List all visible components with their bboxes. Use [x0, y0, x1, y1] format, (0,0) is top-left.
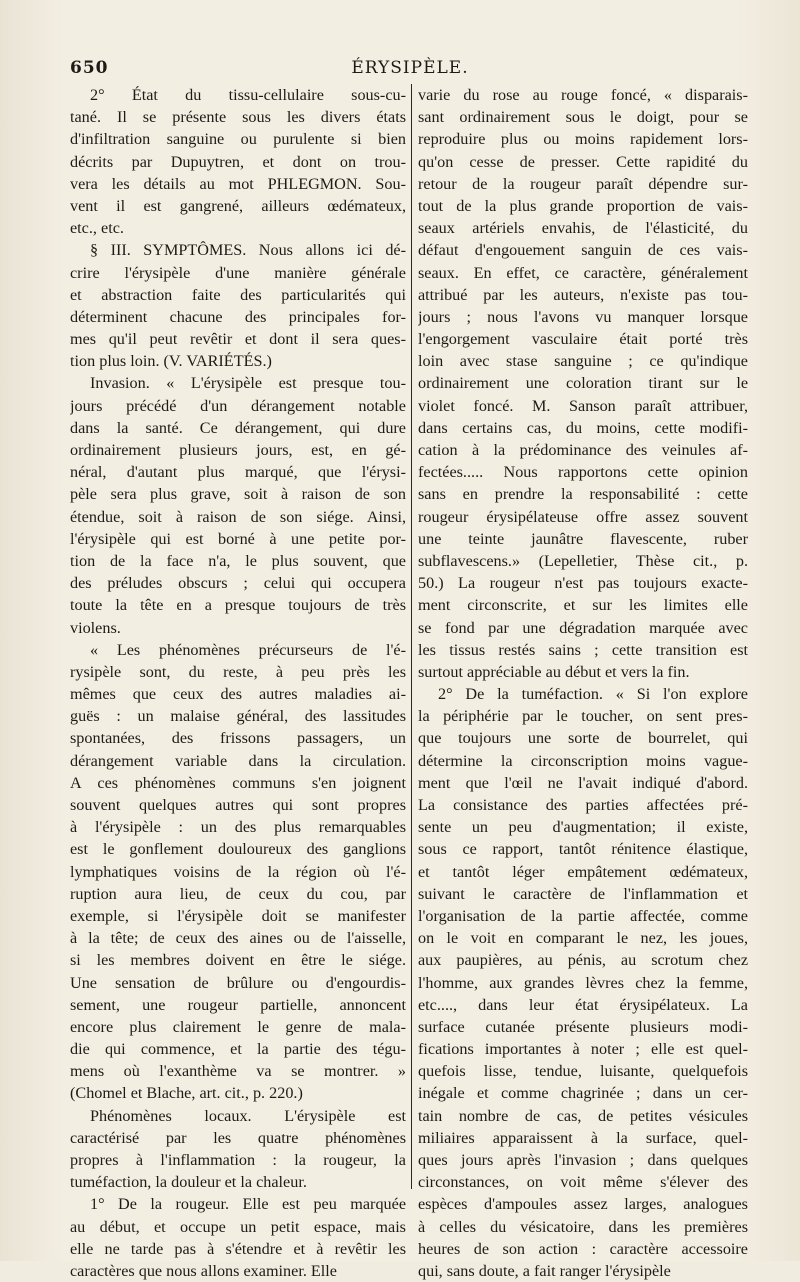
text-line: seaux. En effet, ce caractère, généralement — [418, 263, 748, 282]
text-line: au début, et occupe un petit espace, mais — [70, 1217, 406, 1236]
text-line: lymphatiques voisins de la région où l'é- — [70, 862, 406, 881]
text-line: tuméfaction, la douleur et la chaleur. — [70, 1173, 307, 1192]
text-line: tout de la plus grande proportion de vais- — [418, 196, 748, 215]
text-line: l'engorgement vasculaire était porté très — [418, 330, 748, 349]
text-line: cation à la prédominance des veinules af- — [418, 441, 748, 459]
text-line: spontanées, des frissons passagers, un — [70, 729, 406, 748]
text-line: etc., etc. — [70, 219, 124, 238]
text-line: détermine la circonscription moins vague- — [418, 751, 748, 770]
text-line: on le voit en comparant le nez, les joues, — [418, 929, 748, 948]
text-line: ques jours après l'invasion ; dans quelques — [418, 1151, 748, 1169]
text-line: fectées..... Nous rapportons cette opinion — [418, 463, 748, 482]
text-line: étendue, soit à raison de son siége. Ainsi, — [70, 507, 406, 526]
text-line: et tantôt léger empâtement œdémateux, — [418, 862, 748, 881]
text-line: à celles du vésicatoire, dans les premières — [418, 1217, 748, 1236]
text-line: crire l'érysipèle d'une manière générale — [70, 263, 406, 282]
text-line: à la tête; de ceux des aines ou de l'aisselle, — [70, 929, 406, 948]
text-line: violet foncé. M. Sanson paraît attribuer, — [418, 396, 748, 415]
text-line: circonstances, on voit même s'élever des — [418, 1173, 748, 1192]
text-line: subflavescens.» (Lepelletier, Thèse cit., p. — [418, 551, 748, 570]
text-line: sous ce rapport, tantôt rénitence élastique, — [418, 840, 748, 859]
text-line: néral, d'autant plus marqué, que l'érysi- — [70, 463, 406, 482]
text-line: violens. — [70, 618, 121, 637]
page-header — [70, 58, 750, 82]
text-line: propres à l'inflammation : la rougeur, la — [70, 1151, 406, 1169]
text-line: 50.) La rougeur n'est pas toujours exacte- — [418, 574, 748, 593]
text-line: et abstraction faite des particularités qui — [70, 285, 406, 304]
text-line: ment circonscrite, et sur les limites elle — [418, 596, 748, 615]
text-line: Phénomènes locaux. L'érysipèle est — [90, 1106, 406, 1125]
text-line: dérangement variable dans la circulation. — [70, 751, 406, 770]
text-line: « Les phénomènes précurseurs de l'é- — [90, 640, 406, 659]
text-line: vera les détails au mot PHLEGMON. Sou- — [70, 174, 406, 193]
text-line: ordinairement plusieurs jours, est, en gé- — [70, 441, 406, 459]
text-line: rysipèle sont, du reste, à peu près les — [70, 662, 406, 681]
left-column — [70, 84, 406, 1282]
text-line: attribué par les auteurs, n'existe pas tou- — [418, 285, 748, 304]
text-line: heures de son action : caractère accessoire — [418, 1239, 748, 1258]
text-line: loin avec stase sanguine ; ce qu'indique — [418, 352, 748, 371]
text-line: sant ordinairement sous le doigt, pour se — [418, 108, 748, 127]
text-line: défaut d'engouement sanguin de ces vais- — [418, 241, 748, 260]
text-line: la périphérie par le toucher, on sent pres- — [418, 707, 748, 726]
text-line: sente un peu d'augmentation; il existe, — [418, 818, 748, 837]
text-line: retour de la rougeur paraît dépendre sur- — [418, 174, 748, 193]
text-line: exemple, si l'érysipèle doit se manifester — [70, 906, 406, 925]
text-line: caractères que nous allons examiner. Elle — [70, 1261, 337, 1280]
text-line: jours précédé d'un dérangement notable — [70, 396, 406, 415]
text-line: § III. SYMPTÔMES. Nous allons ici dé- — [90, 241, 406, 260]
text-line: La consistance des parties affectées pré- — [418, 796, 748, 814]
text-line: miliaires apparaissent à la surface, quel- — [418, 1128, 748, 1147]
text-line: (Chomel et Blache, art. cit., p. 220.) — [70, 1084, 303, 1103]
text-line: mêmes que ceux des autres maladies ai- — [70, 685, 406, 704]
text-line: vent il est gangrené, ailleurs œdémateux, — [70, 196, 406, 215]
text-line: se fond par une dégradation marquée avec — [418, 618, 748, 637]
text-line: encore plus clairement le genre de mala- — [70, 1017, 406, 1036]
text-line: ordinairement une coloration tirant sur le — [418, 374, 748, 393]
text-line: que toujours une sorte de bourrelet, qui — [418, 729, 748, 748]
text-line: souvent quelques autres qui sont propres — [70, 796, 406, 814]
text-line: ment que l'œil ne l'avait indiqué d'abord. — [418, 773, 748, 792]
text-line: reproduire plus ou moins rapidement lors- — [418, 130, 748, 149]
text-line: à l'érysipèle : un des plus remarquables — [70, 818, 406, 837]
text-line: elle ne tarde pas à s'étendre et à revêtir les — [70, 1239, 406, 1258]
text-line: espèces d'ampoules assez larges, analogues — [418, 1195, 748, 1214]
text-line: etc...., dans leur état érysipélateux. La — [418, 995, 748, 1014]
text-line: déterminent chacune des principales for- — [70, 307, 406, 326]
text-line: les tissus restés sains ; cette transition est — [418, 640, 748, 659]
text-line: une teinte jaunâtre flavescente, ruber — [418, 529, 748, 548]
text-line: ruption aura lieu, de ceux du cou, par — [70, 884, 406, 903]
text-line: caractérisé par les quatre phénomènes — [70, 1128, 406, 1147]
text-line: mens où l'exanthème va se montrer. » — [70, 1062, 406, 1081]
page-number: 650 — [70, 58, 109, 78]
text-line: guës : un malaise général, des lassitudes — [70, 707, 406, 726]
text-line: 2° État du tissu-cellulaire sous-cu- — [90, 86, 406, 104]
text-line: fications importantes à noter ; elle est quel- — [418, 1040, 748, 1059]
text-line: inégale et comme chagrinée ; dans un cer- — [418, 1084, 748, 1103]
text-line: Une sensation de brûlure ou d'engourdis- — [70, 973, 406, 992]
text-line: dans certains cas, du moins, cette modifi- — [418, 418, 748, 437]
text-line: quefois lisse, tendue, luisante, quelquefois — [418, 1062, 748, 1081]
text-line: toute la tête en a presque toujours de très — [70, 596, 406, 615]
right-column — [418, 84, 748, 1282]
text-line: sans en prendre la responsabilité : cette — [418, 485, 748, 504]
text-line: tion plus loin. (V. VARIÉTÉS.) — [70, 352, 272, 371]
text-line: varie du rose au rouge foncé, « disparais- — [418, 86, 748, 104]
text-line: dans la santé. Ce dérangement, qui dure — [70, 418, 406, 437]
text-line: si les membres doivent en être le siége. — [70, 951, 406, 970]
text-line: l'homme, aux grandes lèvres chez la femme, — [418, 973, 748, 992]
text-line: surface cutanée présente plusieurs modi- — [418, 1017, 748, 1036]
text-line: A ces phénomènes communs s'en joignent — [70, 773, 406, 792]
running-title: ÉRYSIPÈLE. — [351, 58, 469, 78]
text-line: tain nombre de cas, de petites vésicules — [418, 1106, 748, 1125]
text-line: jours ; nous l'avons vu manquer lorsque — [418, 307, 748, 326]
text-line: l'érysipèle qui est borné à une petite por- — [70, 529, 406, 548]
text-line: d'infiltration sanguine ou purulente si bien — [70, 130, 406, 149]
text-line: 1° De la rougeur. Elle est peu marquée — [90, 1195, 406, 1214]
text-line: die qui commence, et la partie des tégu- — [70, 1040, 406, 1059]
text-line: pèle sera plus grave, soit à raison de son — [70, 485, 406, 504]
text-line: surtout appréciable au début et vers la fin. — [418, 662, 690, 681]
text-line: tion de la face n'a, le plus souvent, que — [70, 551, 406, 570]
text-line: des préludes obscurs ; celui qui occupera — [70, 574, 406, 593]
text-line: mes qu'il peut revêtir et dont il sera ques- — [70, 330, 406, 349]
text-line: 2° De la tuméfaction. « Si l'on explore — [438, 685, 748, 704]
text-line: l'organisation de la partie affectée, comme — [418, 906, 748, 925]
text-line: rougeur érysipélateuse offre assez souvent — [418, 507, 748, 526]
text-line: qu'on cesse de presser. Cette rapidité du — [418, 152, 748, 171]
text-line: seaux artériels envahis, de l'élasticité, du — [418, 219, 748, 238]
text-line: tané. Il se présente sous les divers états — [70, 108, 406, 127]
text-line: Invasion. « L'érysipèle est presque tou- — [90, 374, 406, 393]
text-line: sement, une rougeur partielle, annoncent — [70, 995, 406, 1014]
text-line: qui, sans doute, a fait ranger l'érysipèle — [418, 1261, 671, 1280]
text-line: suivant le caractère de l'inflammation et — [418, 884, 748, 903]
text-line: aux paupières, au pénis, au scrotum chez — [418, 951, 748, 970]
text-line: est le gonflement douloureux des ganglions — [70, 840, 406, 859]
text-line: décrits par Dupuytren, et dont on trou- — [70, 152, 406, 171]
column-divider — [411, 84, 412, 1189]
